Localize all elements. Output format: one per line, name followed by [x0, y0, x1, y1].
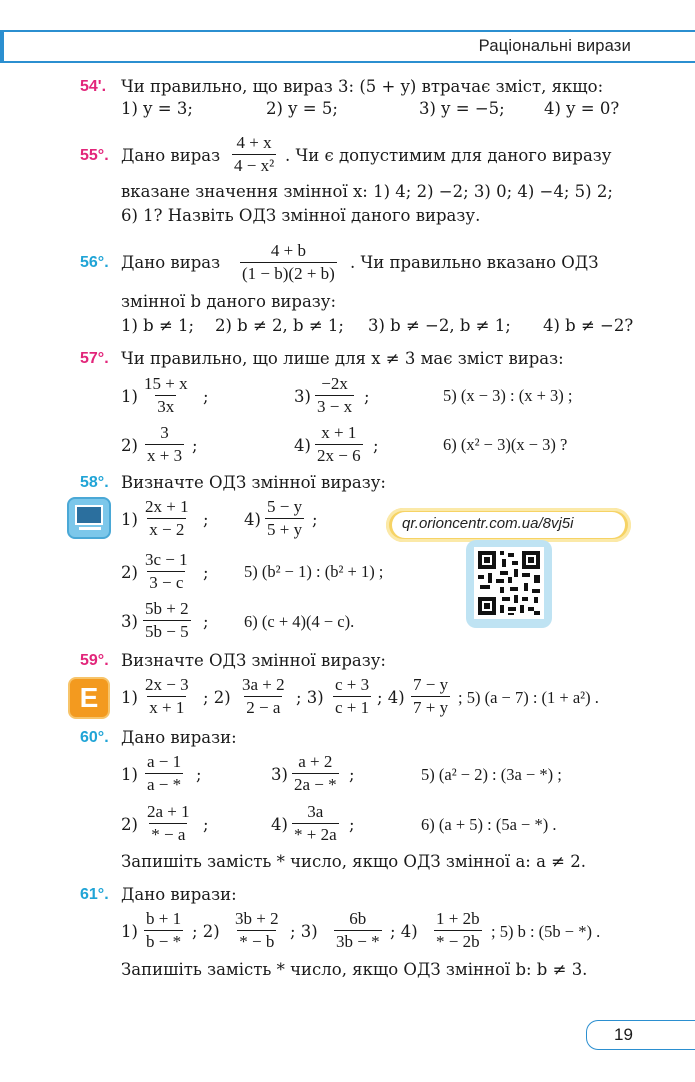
denominator: (1 − b)(2 + b) — [242, 264, 335, 283]
problem-55-line-3: 6) 1? Назвіть ОДЗ змінної даного виразу. — [121, 206, 481, 225]
problem-54-option-2: 2) y = 5; — [266, 99, 338, 118]
separator: ; — [196, 765, 202, 784]
problem-58-fraction-1 — [143, 497, 191, 540]
problem-57-expression-6: 6) (x² − 3)(x − 3) ? — [443, 435, 568, 454]
problem-60-instruction: Запишіть замість * число, якщо ОДЗ змінної a: a ≠ 2. — [121, 852, 586, 871]
denominator: 3 − x — [317, 397, 353, 416]
item-label: 3) — [294, 387, 311, 406]
e-badge-icon: E — [68, 677, 110, 719]
numerator: 3a + 2 — [242, 675, 285, 694]
denominator: x + 1 — [149, 698, 185, 717]
problem-57-number: 57°. — [80, 350, 109, 367]
qr-link-url[interactable]: qr.orioncentr.com.ua/8vj5i — [402, 515, 574, 532]
numerator: x + 1 — [321, 423, 357, 442]
denominator: * + 2a — [294, 825, 337, 844]
denominator: x − 2 — [149, 520, 185, 539]
numerator: a − 1 — [147, 752, 182, 771]
computer-screen — [75, 505, 103, 525]
numerator: b + 1 — [146, 909, 182, 928]
item-label: 2) — [121, 815, 138, 834]
problem-56-number: 56°. — [80, 254, 109, 271]
separator: ; — [312, 510, 318, 529]
item-label: 1) — [121, 922, 138, 941]
problem-59-fraction-2 — [240, 675, 287, 718]
item-label: 1) — [121, 387, 138, 406]
denominator: 7 + y — [413, 698, 449, 717]
problem-59-text: Визначте ОДЗ змінної виразу: — [121, 651, 386, 670]
problem-58-expression-5: 5) (b² − 1) : (b² + 1) ; — [244, 562, 384, 581]
problem-61-expression-5: ; 5) b : (5b − *) . — [491, 922, 601, 941]
problem-54-option-1: 1) y = 3; — [121, 99, 193, 118]
problem-55-lead: Дано вираз — [121, 146, 221, 165]
problem-56-option-2: 2) b ≠ 2, b ≠ 1; — [215, 316, 344, 335]
running-header-title: Раціональні вирази — [478, 37, 631, 55]
separator: ; — [203, 510, 209, 529]
problem-59-fraction-3 — [333, 675, 371, 718]
problem-61-fraction-4 — [434, 909, 482, 952]
problem-55-number: 55°. — [80, 147, 109, 164]
computer-base — [79, 527, 101, 530]
problem-59-fraction-4 — [411, 675, 450, 718]
problem-59-fraction-1 — [143, 675, 191, 718]
item-label: 3) — [271, 765, 288, 784]
problem-61-fraction-1 — [144, 909, 183, 952]
problem-58-fraction-2 — [143, 550, 190, 593]
item-label: 1) — [121, 765, 138, 784]
numerator: c + 3 — [335, 675, 370, 694]
separator: ; — [364, 387, 370, 406]
problem-60-fraction-4 — [292, 802, 339, 845]
item-label: 1) — [121, 510, 138, 529]
problem-58-fraction-4 — [265, 497, 304, 540]
problem-57-text: Чи правильно, що лише для x ≠ 3 має зміст вираз: — [121, 349, 564, 368]
item-label: 4) — [271, 815, 288, 834]
denominator: 2a − * — [294, 775, 337, 794]
denominator: 3b − * — [336, 932, 380, 951]
problem-58-expression-6: 6) (c + 4)(4 − c). — [244, 612, 355, 631]
denominator: 5 + y — [267, 520, 303, 539]
problem-59-expression-5: ; 5) (a − 7) : (1 + a²) . — [458, 688, 599, 707]
problem-58-text: Визначте ОДЗ змінної виразу: — [121, 473, 386, 492]
numerator: 5b + 2 — [145, 599, 189, 618]
numerator: 2x + 1 — [145, 497, 189, 516]
separator: ; 3) — [290, 922, 318, 941]
problem-56-option-4: 4) b ≠ −2? — [543, 316, 634, 335]
numerator: 7 − y — [413, 675, 449, 694]
problem-56-fraction — [240, 241, 337, 284]
numerator: 3c − 1 — [145, 550, 188, 569]
problem-61-number: 61°. — [80, 886, 109, 903]
problem-61-instruction: Запишіть замість * число, якщо ОДЗ змінної b: b ≠ 3. — [121, 960, 588, 979]
denominator: 2 − a — [246, 698, 281, 717]
separator: ; 4) — [377, 688, 405, 707]
separator: ; — [203, 387, 209, 406]
separator: ; — [192, 436, 198, 455]
problem-60-fraction-2 — [145, 802, 192, 845]
separator: ; 2) — [192, 922, 220, 941]
separator: ; — [203, 563, 209, 582]
denominator: 3x — [157, 397, 175, 416]
problem-57-fraction-1 — [142, 374, 190, 417]
denominator: 4 − x² — [234, 156, 275, 175]
page-number: 19 — [614, 1025, 633, 1044]
separator: ; — [349, 765, 355, 784]
denominator: 5b − 5 — [145, 622, 189, 641]
numerator: 2x − 3 — [145, 675, 189, 694]
problem-54-number: 54'. — [80, 78, 107, 95]
problem-61-fraction-3 — [334, 909, 382, 952]
denominator: 2x − 6 — [317, 446, 361, 465]
item-label: 3) — [121, 612, 138, 631]
problem-57-fraction-4 — [315, 423, 363, 466]
problem-54-option-3: 3) y = −5; — [419, 99, 505, 118]
item-label: 1) — [121, 688, 138, 707]
separator: ; — [349, 815, 355, 834]
problem-60-fraction-3 — [292, 752, 339, 795]
numerator: 2a + 1 — [147, 802, 190, 821]
numerator: 3a — [307, 802, 324, 821]
separator: ; — [203, 612, 209, 631]
separator: ; 4) — [390, 922, 418, 941]
header-accent — [0, 30, 4, 62]
problem-60-fraction-1 — [145, 752, 183, 795]
problem-60-text: Дано вирази: — [121, 728, 237, 747]
numerator: 5 − y — [267, 497, 303, 516]
problem-55-question: . Чи є допустимим для даного виразу — [285, 146, 612, 165]
problem-57-fraction-3 — [315, 374, 354, 417]
problem-55-line-2: вказане значення змінної x: 1) 4; 2) −2; 3) 0; 4) −4; 5) 2; — [121, 182, 613, 201]
problem-54-option-4: 4) y = 0? — [544, 99, 620, 118]
numerator: 15 + x — [144, 374, 188, 393]
problem-55-fraction — [232, 133, 276, 176]
header-rule — [0, 61, 695, 63]
problem-61-text: Дано вирази: — [121, 885, 237, 904]
numerator: −2x — [321, 374, 348, 393]
denominator: * − b — [239, 932, 275, 951]
separator: ; 2) — [203, 688, 231, 707]
problem-57-fraction-2 — [145, 423, 184, 466]
problem-56-question: . Чи правильно вказано ОДЗ — [350, 253, 599, 272]
denominator: c + 1 — [335, 698, 370, 717]
numerator: 4 + b — [270, 241, 306, 260]
problem-58-fraction-3 — [143, 599, 191, 642]
problem-56-lead: Дано вираз — [121, 253, 221, 272]
qr-code-icon[interactable] — [474, 547, 544, 619]
item-label: 4) — [244, 510, 261, 529]
denominator: * − a — [151, 825, 186, 844]
separator: ; — [373, 436, 379, 455]
numerator: 4 + x — [236, 133, 272, 152]
numerator: 6b — [349, 909, 367, 928]
separator: ; 3) — [296, 688, 324, 707]
separator: ; — [203, 815, 209, 834]
problem-60-expression-6: 6) (a + 5) : (5a − *) . — [421, 815, 557, 834]
denominator: 3 − c — [149, 573, 184, 592]
page-number-frame — [586, 1020, 695, 1050]
item-label: 2) — [121, 563, 138, 582]
header-top-rule — [4, 30, 695, 32]
numerator: 3b + 2 — [235, 909, 279, 928]
denominator: b − * — [146, 932, 182, 951]
numerator: 3 — [160, 423, 169, 442]
problem-56-line-2: змінної b даного виразу: — [121, 292, 337, 311]
denominator: * − 2b — [436, 932, 480, 951]
problem-61-fraction-2 — [233, 909, 281, 952]
numerator: a + 2 — [298, 752, 333, 771]
problem-60-number: 60°. — [80, 729, 109, 746]
numerator: 1 + 2b — [436, 909, 480, 928]
item-label: 2) — [121, 436, 138, 455]
problem-57-expression-5: 5) (x − 3) : (x + 3) ; — [443, 386, 573, 405]
problem-60-expression-5: 5) (a² − 2) : (3a − *) ; — [421, 765, 562, 784]
problem-54-text: Чи правильно, що вираз 3: (5 + y) втрачає зміст, якщо: — [121, 77, 604, 96]
problem-59-number: 59°. — [80, 652, 109, 669]
denominator: x + 3 — [147, 446, 183, 465]
problem-58-number: 58°. — [80, 474, 109, 491]
item-label: 4) — [294, 436, 311, 455]
problem-56-option-1: 1) b ≠ 1; — [121, 316, 195, 335]
problem-56-option-3: 3) b ≠ −2, b ≠ 1; — [368, 316, 511, 335]
denominator: a − * — [147, 775, 182, 794]
